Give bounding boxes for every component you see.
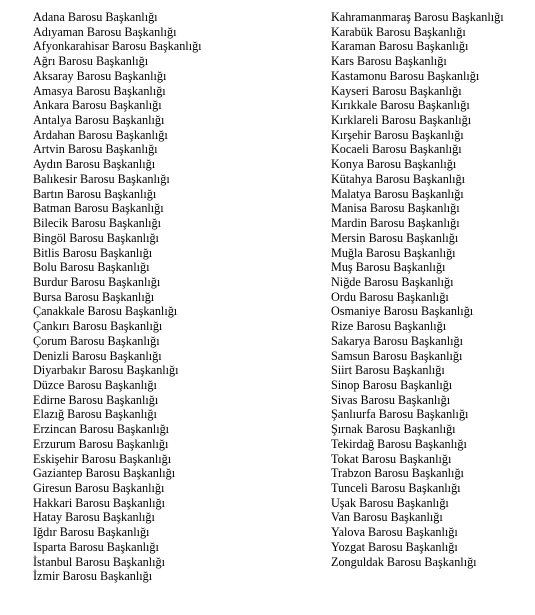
bar-association-entry: Kırklareli Barosu Başkanlığı: [331, 113, 472, 128]
bar-association-entry: Iğdır Barosu Başkanlığı: [33, 525, 150, 540]
bar-association-entry: Afyonkarahisar Barosu Başkanlığı: [33, 39, 202, 54]
bar-association-entry: Muğla Barosu Başkanlığı: [331, 245, 456, 260]
bar-association-entry: Osmaniye Barosu Başkanlığı: [331, 304, 474, 319]
bar-association-entry: Siirt Barosu Başkanlığı: [331, 363, 445, 378]
bar-association-entry: Ardahan Barosu Başkanlığı: [33, 127, 168, 142]
bar-association-entry: Karabük Barosu Başkanlığı: [331, 24, 466, 39]
bar-association-entry: İstanbul Barosu Başkanlığı: [33, 554, 166, 569]
bar-association-entry: İzmir Barosu Başkanlığı: [33, 569, 153, 584]
bar-association-entry: Van Barosu Başkanlığı: [331, 510, 443, 525]
bar-association-entry: Edirne Barosu Başkanlığı: [33, 392, 159, 407]
bar-association-entry: Karaman Barosu Başkanlığı: [331, 39, 469, 54]
bar-association-entry: Kastamonu Barosu Başkanlığı: [331, 68, 480, 83]
bar-association-entry: Ordu Barosu Başkanlığı: [331, 289, 449, 304]
bar-association-entry: Bursa Barosu Başkanlığı: [33, 289, 155, 304]
bar-association-entry: Denizli Barosu Başkanlığı: [33, 348, 162, 363]
bar-association-entry: Rize Barosu Başkanlığı: [331, 319, 447, 334]
right-column-list: [331, 10, 504, 569]
bar-association-entry: Batman Barosu Başkanlığı: [33, 201, 164, 216]
bar-association-entry: Mersin Barosu Başkanlığı: [331, 230, 459, 245]
bar-association-entry: Sakarya Barosu Başkanlığı: [331, 333, 464, 348]
bar-association-entry: Diyarbakır Barosu Başkanlığı: [33, 363, 179, 378]
bar-association-entry: Şırnak Barosu Başkanlığı: [331, 422, 456, 437]
bar-association-entry: Niğde Barosu Başkanlığı: [331, 274, 454, 289]
bar-association-entry: Kırıkkale Barosu Başkanlığı: [331, 98, 470, 113]
bar-association-entry: Kırşehir Barosu Başkanlığı: [331, 127, 464, 142]
bar-association-entry: Bolu Barosu Başkanlığı: [33, 260, 150, 275]
bar-association-entry: Erzurum Barosu Başkanlığı: [33, 436, 169, 451]
bar-association-entry: Adıyaman Barosu Başkanlığı: [33, 24, 177, 39]
bar-association-entry: Balıkesir Barosu Başkanlığı: [33, 171, 170, 186]
bar-association-entry: Tunceli Barosu Başkanlığı: [331, 481, 461, 495]
bar-association-entry: Mardin Barosu Başkanlığı: [331, 216, 460, 231]
bar-association-entry: Bartın Barosu Başkanlığı: [33, 186, 157, 201]
bar-association-entry: Bilecik Barosu Başkanlığı: [33, 216, 161, 231]
bar-association-entry: Kahramanmaraş Barosu Başkanlığı: [331, 10, 504, 24]
bar-association-entry: Trabzon Barosu Başkanlığı: [331, 466, 464, 481]
bar-association-entry: Muş Barosu Başkanlığı: [331, 260, 446, 275]
bar-association-entry: Tokat Barosu Başkanlığı: [331, 451, 452, 466]
bar-association-entry: Samsun Barosu Başkanlığı: [331, 348, 463, 363]
bar-association-entry: Eskişehir Barosu Başkanlığı: [33, 451, 172, 466]
bar-association-entry: Uşak Barosu Başkanlığı: [331, 495, 449, 510]
bar-association-entry: Konya Barosu Başkanlığı: [331, 157, 457, 172]
bar-association-entry: Bingöl Barosu Başkanlığı: [33, 230, 159, 245]
bar-association-entry: Ankara Barosu Başkanlığı: [33, 98, 162, 113]
bar-association-entry: Tekirdağ Barosu Başkanlığı: [331, 436, 467, 451]
bar-association-entry: Hatay Barosu Başkanlığı: [33, 510, 155, 525]
bar-association-entry: Artvin Barosu Başkanlığı: [33, 142, 158, 157]
bar-association-entry: Zonguldak Barosu Başkanlığı: [331, 554, 477, 569]
bar-association-entry: Yalova Barosu Başkanlığı: [331, 525, 458, 540]
left-column-list: [33, 10, 202, 584]
bar-association-entry: Antalya Barosu Başkanlığı: [33, 113, 165, 128]
bar-association-entry: Ağrı Barosu Başkanlığı: [33, 54, 149, 69]
bar-association-entry: Hakkari Barosu Başkanlığı: [33, 495, 166, 510]
bar-association-entry: Çorum Barosu Başkanlığı: [33, 333, 160, 348]
bar-association-entry: Isparta Barosu Başkanlığı: [33, 539, 159, 554]
bar-association-entry: Adana Barosu Başkanlığı: [33, 10, 158, 24]
bar-association-entry: Çanakkale Barosu Başkanlığı: [33, 304, 178, 319]
bar-association-entry: Kocaeli Barosu Başkanlığı: [331, 142, 462, 157]
bar-association-entry: Manisa Barosu Başkanlığı: [331, 201, 460, 216]
bar-association-entry: Yozgat Barosu Başkanlığı: [331, 539, 458, 554]
bar-association-entry: Kars Barosu Başkanlığı: [331, 54, 447, 69]
bar-association-entry: Şanlıurfa Barosu Başkanlığı: [331, 407, 469, 422]
bar-association-entry: Kayseri Barosu Başkanlığı: [331, 83, 462, 98]
bar-association-entry: Kütahya Barosu Başkanlığı: [331, 171, 466, 186]
bar-association-entry: Elazığ Barosu Başkanlığı: [33, 407, 157, 422]
bar-association-entry: Malatya Barosu Başkanlığı: [331, 186, 464, 201]
bar-association-entry: Sinop Barosu Başkanlığı: [331, 377, 453, 392]
bar-association-entry: Çankırı Barosu Başkanlığı: [33, 319, 163, 334]
bar-association-entry: Amasya Barosu Başkanlığı: [33, 83, 166, 98]
bar-association-entry: Bitlis Barosu Başkanlığı: [33, 245, 153, 260]
bar-association-entry: Gaziantep Barosu Başkanlığı: [33, 466, 176, 481]
bar-association-entry: Aydın Barosu Başkanlığı: [33, 157, 156, 172]
bar-association-entry: Aksaray Barosu Başkanlığı: [33, 68, 167, 83]
bar-association-entry: Düzce Barosu Başkanlığı: [33, 377, 157, 392]
bar-association-entry: Giresun Barosu Başkanlığı: [33, 481, 165, 495]
bar-association-entry: Sivas Barosu Başkanlığı: [331, 392, 451, 407]
bar-association-entry: Burdur Barosu Başkanlığı: [33, 274, 161, 289]
bar-association-entry: Erzincan Barosu Başkanlığı: [33, 422, 170, 437]
